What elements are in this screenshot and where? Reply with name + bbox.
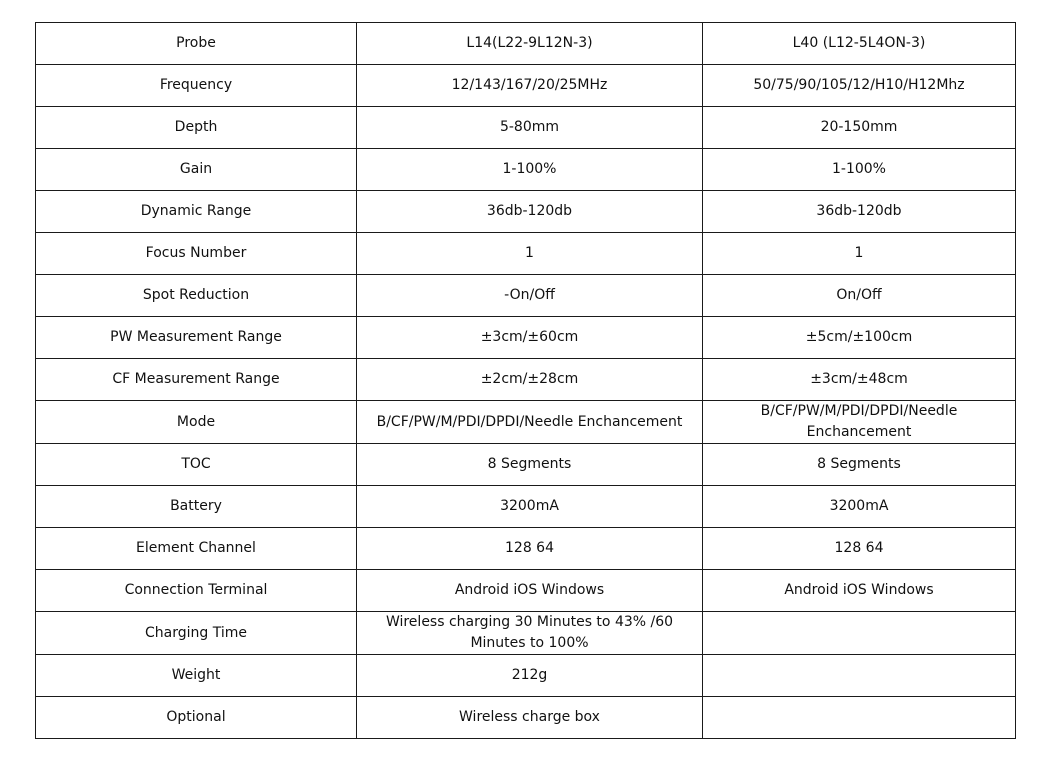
- row-label: Weight: [36, 655, 357, 697]
- l40-value: 1: [703, 233, 1016, 275]
- table-row: [36, 317, 1016, 359]
- row-label: TOC: [36, 444, 357, 486]
- l14-value: Wireless charging 30 Minutes to 43% /60 Minutes to 100%: [357, 612, 703, 655]
- l14-value: 3200mA: [357, 486, 703, 528]
- row-label: Frequency: [36, 65, 357, 107]
- table-row: [36, 233, 1016, 275]
- l40-value: Android iOS Windows: [703, 570, 1016, 612]
- table-row: [36, 528, 1016, 570]
- table-row: [36, 149, 1016, 191]
- row-label: Focus Number: [36, 233, 357, 275]
- l40-value: 20-150mm: [703, 107, 1016, 149]
- l14-value: 12/143/167/20/25MHz: [357, 65, 703, 107]
- l40-value: [703, 697, 1016, 739]
- row-label: Dynamic Range: [36, 191, 357, 233]
- table-row: [36, 570, 1016, 612]
- row-label: Element Channel: [36, 528, 357, 570]
- l40-value: 3200mA: [703, 486, 1016, 528]
- row-label: Depth: [36, 107, 357, 149]
- l40-value: L40 (L12-5L4ON-3): [703, 23, 1016, 65]
- l14-value: Wireless charge box: [357, 697, 703, 739]
- row-label: Spot Reduction: [36, 275, 357, 317]
- l40-value: 8 Segments: [703, 444, 1016, 486]
- table-row: [36, 697, 1016, 739]
- l40-value: 128 64: [703, 528, 1016, 570]
- l14-value: -On/Off: [357, 275, 703, 317]
- l14-value: 5-80mm: [357, 107, 703, 149]
- table-row: [36, 612, 1016, 655]
- l14-value: ±2cm/±28cm: [357, 359, 703, 401]
- l40-value: ±5cm/±100cm: [703, 317, 1016, 359]
- row-label: CF Measurement Range: [36, 359, 357, 401]
- table-row: [36, 65, 1016, 107]
- table-row: [36, 107, 1016, 149]
- table-row: [36, 655, 1016, 697]
- spec-table: [35, 22, 1016, 739]
- l14-value: 128 64: [357, 528, 703, 570]
- row-label: Mode: [36, 401, 357, 444]
- l40-value: On/Off: [703, 275, 1016, 317]
- row-label: Battery: [36, 486, 357, 528]
- table-row: [36, 191, 1016, 233]
- table-row: [36, 444, 1016, 486]
- l40-value: [703, 655, 1016, 697]
- l40-value: [703, 612, 1016, 655]
- table-row: [36, 359, 1016, 401]
- row-label: Connection Terminal: [36, 570, 357, 612]
- row-label: Optional: [36, 697, 357, 739]
- l40-value: 36db-120db: [703, 191, 1016, 233]
- table-row: [36, 23, 1016, 65]
- l40-value: ±3cm/±48cm: [703, 359, 1016, 401]
- l14-value: ±3cm/±60cm: [357, 317, 703, 359]
- l40-value: 50/75/90/105/12/H10/H12Mhz: [703, 65, 1016, 107]
- row-label: Gain: [36, 149, 357, 191]
- l14-value: 36db-120db: [357, 191, 703, 233]
- l14-value: L14(L22-9L12N-3): [357, 23, 703, 65]
- l14-value: 1: [357, 233, 703, 275]
- l14-value: B/CF/PW/M/PDI/DPDI/Needle Enchancement: [357, 401, 703, 444]
- l40-value: 1-100%: [703, 149, 1016, 191]
- l40-value: B/CF/PW/M/PDI/DPDI/Needle Enchancement: [703, 401, 1016, 444]
- table-row: [36, 275, 1016, 317]
- table-row: [36, 401, 1016, 444]
- l14-value: 1-100%: [357, 149, 703, 191]
- l14-value: 8 Segments: [357, 444, 703, 486]
- row-label: PW Measurement Range: [36, 317, 357, 359]
- table-row: [36, 486, 1016, 528]
- row-label: Charging Time: [36, 612, 357, 655]
- l14-value: 212g: [357, 655, 703, 697]
- l14-value: Android iOS Windows: [357, 570, 703, 612]
- row-label: Probe: [36, 23, 357, 65]
